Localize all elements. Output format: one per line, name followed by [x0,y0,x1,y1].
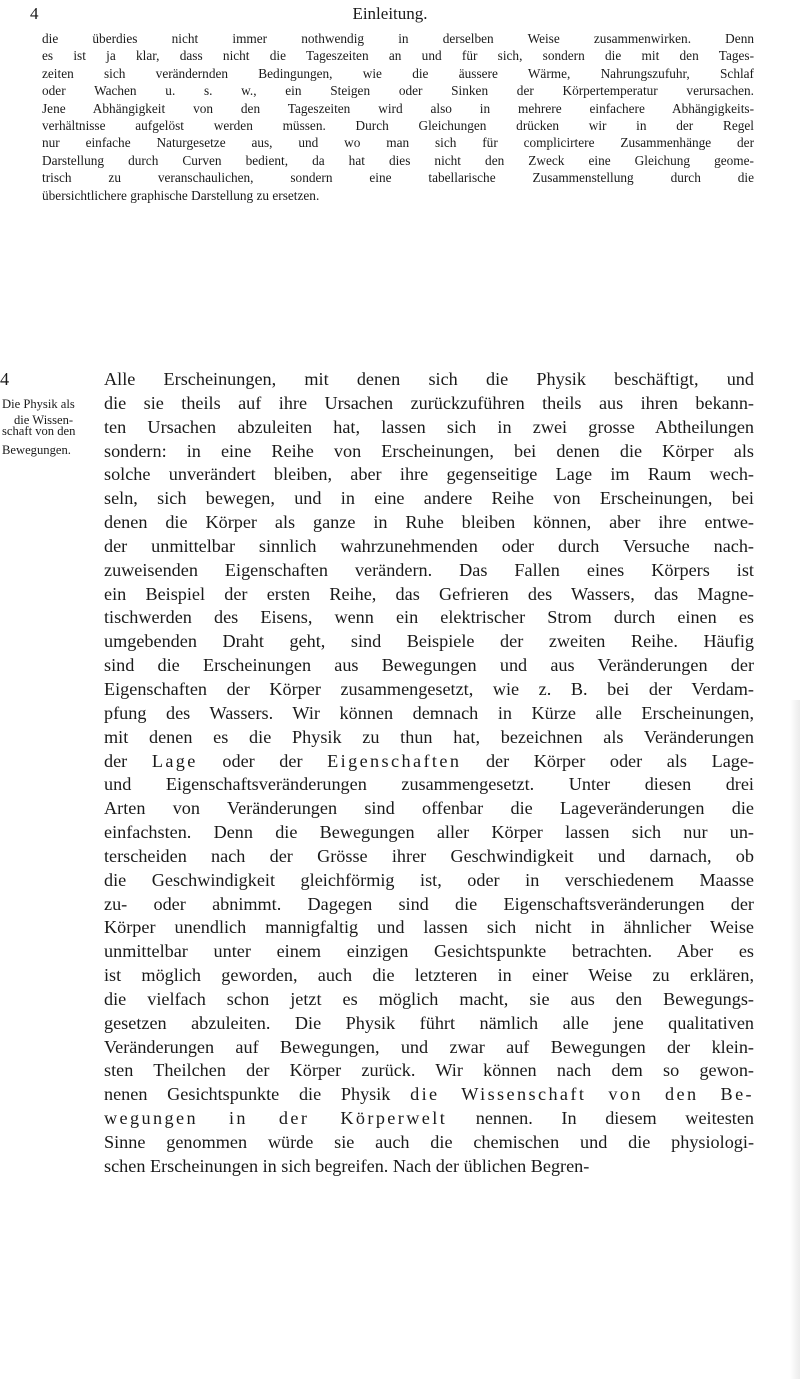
section-line [104,583,754,607]
intro-line: verhältnisse aufgelöst werden müssen. Durch Gleichungen drücken wir in der Regel [42,117,754,133]
text-run: Arten von Veränderungen sind offenbar die Lageveränderungen die [104,798,754,819]
text-run: ein Beispiel der ersten Reihe, das Gefrieren des Wassers, das Magne- [104,583,754,604]
text-run: und Eigenschaftsveränderungen zusammengesetzt. Unter diesen drei [104,774,754,795]
section-line [104,559,754,583]
section-line [104,916,754,940]
text-run: schen Erscheinungen in sich begreifen. Nach der üblichen Begren- [104,1155,590,1176]
section-line [104,1083,754,1107]
section-line [104,1131,754,1155]
text-run: die sie theils auf ihre Ursachen zurückzuführen theils aus ihren bekann- [104,392,754,413]
text-run: umgebenden Draht geht, sind Beispiele der zweiten Reihe. Häufig [104,631,754,652]
text-run: ten Ursachen abzuleiten hat, lassen sich in zwei grosse Abtheilungen [104,416,754,437]
section-line [104,654,754,678]
intro-line: zeiten sich verändernden Bedingungen, wie die äussere Wärme, Nahrungszufuhr, Schlaf [42,65,754,81]
text-run: pfung des Wassers. Wir können demnach in Kürze alle Erscheinungen, [104,702,754,723]
emphasized-text: Lage [151,750,198,771]
text-run: oder der [197,750,328,771]
section-line [104,702,754,726]
section-line [104,1155,754,1179]
section-line [104,797,754,821]
section-line [0,368,754,392]
text-run: sind die Erscheinungen aus Bewegungen und aus Veränderungen der [104,655,754,676]
section-line [104,893,754,917]
intro-line: Jene Abhängigkeit von den Tageszeiten wird also in mehrere einfachere Abhängigkeits- [42,100,754,116]
emphasized-text: die Wissenschaft von den Be- [410,1084,754,1105]
section-line [104,630,754,654]
section-line [104,463,754,487]
intro-paragraph [42,30,754,204]
text-run: der [104,750,152,771]
margin-note-line: Die Physik als [2,397,75,411]
section-line [104,392,754,416]
emphasized-text: wegungen in der Körperwelt [104,1108,448,1129]
text-run: denen die Körper als ganze in Ruhe bleiben können, aber ihre entwe- [104,512,754,533]
margin-note-line: die Wissen- [14,413,74,427]
intro-line: Darstellung durch Curven bedient, da hat dies nicht den Zweck eine Gleichung geome- [42,152,754,168]
text-run: terscheiden nach der Grösse ihrer Geschwindigkeit und darnach, ob [104,845,754,866]
section-line [104,940,754,964]
text-run: zu- oder abnimmt. Dagegen sind die Eigenschaftsveränderungen der [104,893,754,914]
text-run: solche unverändert bleiben, aber ihre gegenseitige Lage im Raum wech- [104,464,754,485]
text-run: seln, sich bewegen, und in eine andere Reihe von Erscheinungen, bei [104,488,754,509]
intro-line: oder Wachen u. s. w., ein Steigen oder Sinken der Körpertemperatur verursachen. [42,83,754,99]
section-line [104,535,754,559]
text-run: Veränderungen auf Bewegungen, und zwar auf Bewegungen der klein- [104,1036,754,1057]
intro-line: es ist ja klar, dass nicht die Tageszeiten an und für sich, sondern die mit den Tages- [42,48,754,64]
section-line [104,750,754,774]
section-line [104,1036,754,1060]
text-run: einfachsten. Denn die Bewegungen aller Körper lassen sich nur un- [104,822,754,843]
section-number: 4 [0,369,10,389]
section-line [104,845,754,869]
text-run: sten Theilchen der Körper zurück. Wir können nach dem so gewon- [104,1060,754,1081]
intro-line: die überdies nicht immer nothwendig in derselben Weise zusammenwirken. Denn [42,31,754,46]
text-run: Sinne genommen würde sie auch die chemischen und die physiologi- [104,1132,754,1152]
text-run: Körper unendlich mannigfaltig und lassen sich nicht in ähnlicher Weise [104,917,754,938]
section-line [104,487,754,511]
running-head [0,4,800,26]
text-run: sondern: in eine Reihe von Erscheinungen, bei denen die Körper als [104,440,754,461]
intro-line: trisch zu veranschaulichen, sondern eine tabellarische Zusammenstellung durch die [42,170,754,186]
intro-line: übersichtlichere graphische Darstellung zu ersetzen. [42,187,320,203]
margin-note-line: Bewegungen. [2,442,71,457]
section-line [104,1012,754,1036]
section-line [104,511,754,535]
section-line [104,869,754,893]
text-run: nennen. In diesem weitesten [447,1108,754,1129]
text-run: Eigenschaften der Körper zusammengesetzt, wie z. B. bei der Verdam- [104,678,754,699]
margin-note-line: schaft von den [2,424,76,439]
section-line [104,726,754,750]
text-run: unmittelbar unter einem einzigen Gesichtspunkte betrachten. Aber es [104,941,754,962]
section-line [104,1107,754,1131]
text-run: der Körper oder als Lage- [461,750,754,771]
section-line [104,416,754,440]
section-line [104,606,754,630]
margin-note [2,393,102,461]
text-run: der unmittelbar sinnlich wahrzunehmenden oder durch Versuche nach- [104,535,754,556]
page-edge-shadow [790,700,800,1379]
text-run: ist möglich geworden, auch die letzteren in einer Weise zu erklären, [104,965,754,986]
section-line [104,964,754,988]
text-run: Alle Erscheinungen, mit denen sich die Physik beschäftigt, und [104,369,754,389]
text-run: die Geschwindigkeit gleichförmig ist, oder in verschiedenem Maasse [104,869,754,890]
emphasized-text: Eigenschaften [327,750,462,771]
section-line [104,821,754,845]
page-number: 4 [30,4,39,23]
section-line [104,773,754,797]
running-title: Einleitung. [352,4,428,23]
section-line [104,1059,754,1083]
text-run: mit denen es die Physik zu thun hat, bezeichnen als Veränderungen [104,726,754,747]
intro-line: nur einfache Naturgesetze aus, und wo man sich für complicirtere Zusammenhänge der [42,135,754,151]
text-run: die vielfach schon jetzt es möglich macht, sie aus den Bewegungs- [104,988,754,1009]
section-line [104,678,754,702]
text-run: tischwerden des Eisens, wenn ein elektrischer Strom durch einen es [104,607,754,628]
text-run: gesetzen abzuleiten. Die Physik führt nämlich alle jene qualitativen [104,1012,754,1033]
section-line [104,988,754,1012]
text-run: nenen Gesichtspunkte die Physik [104,1084,411,1105]
text-run: zuweisenden Eigenschaften verändern. Das Fallen eines Körpers ist [104,559,754,580]
section-line [104,440,754,464]
